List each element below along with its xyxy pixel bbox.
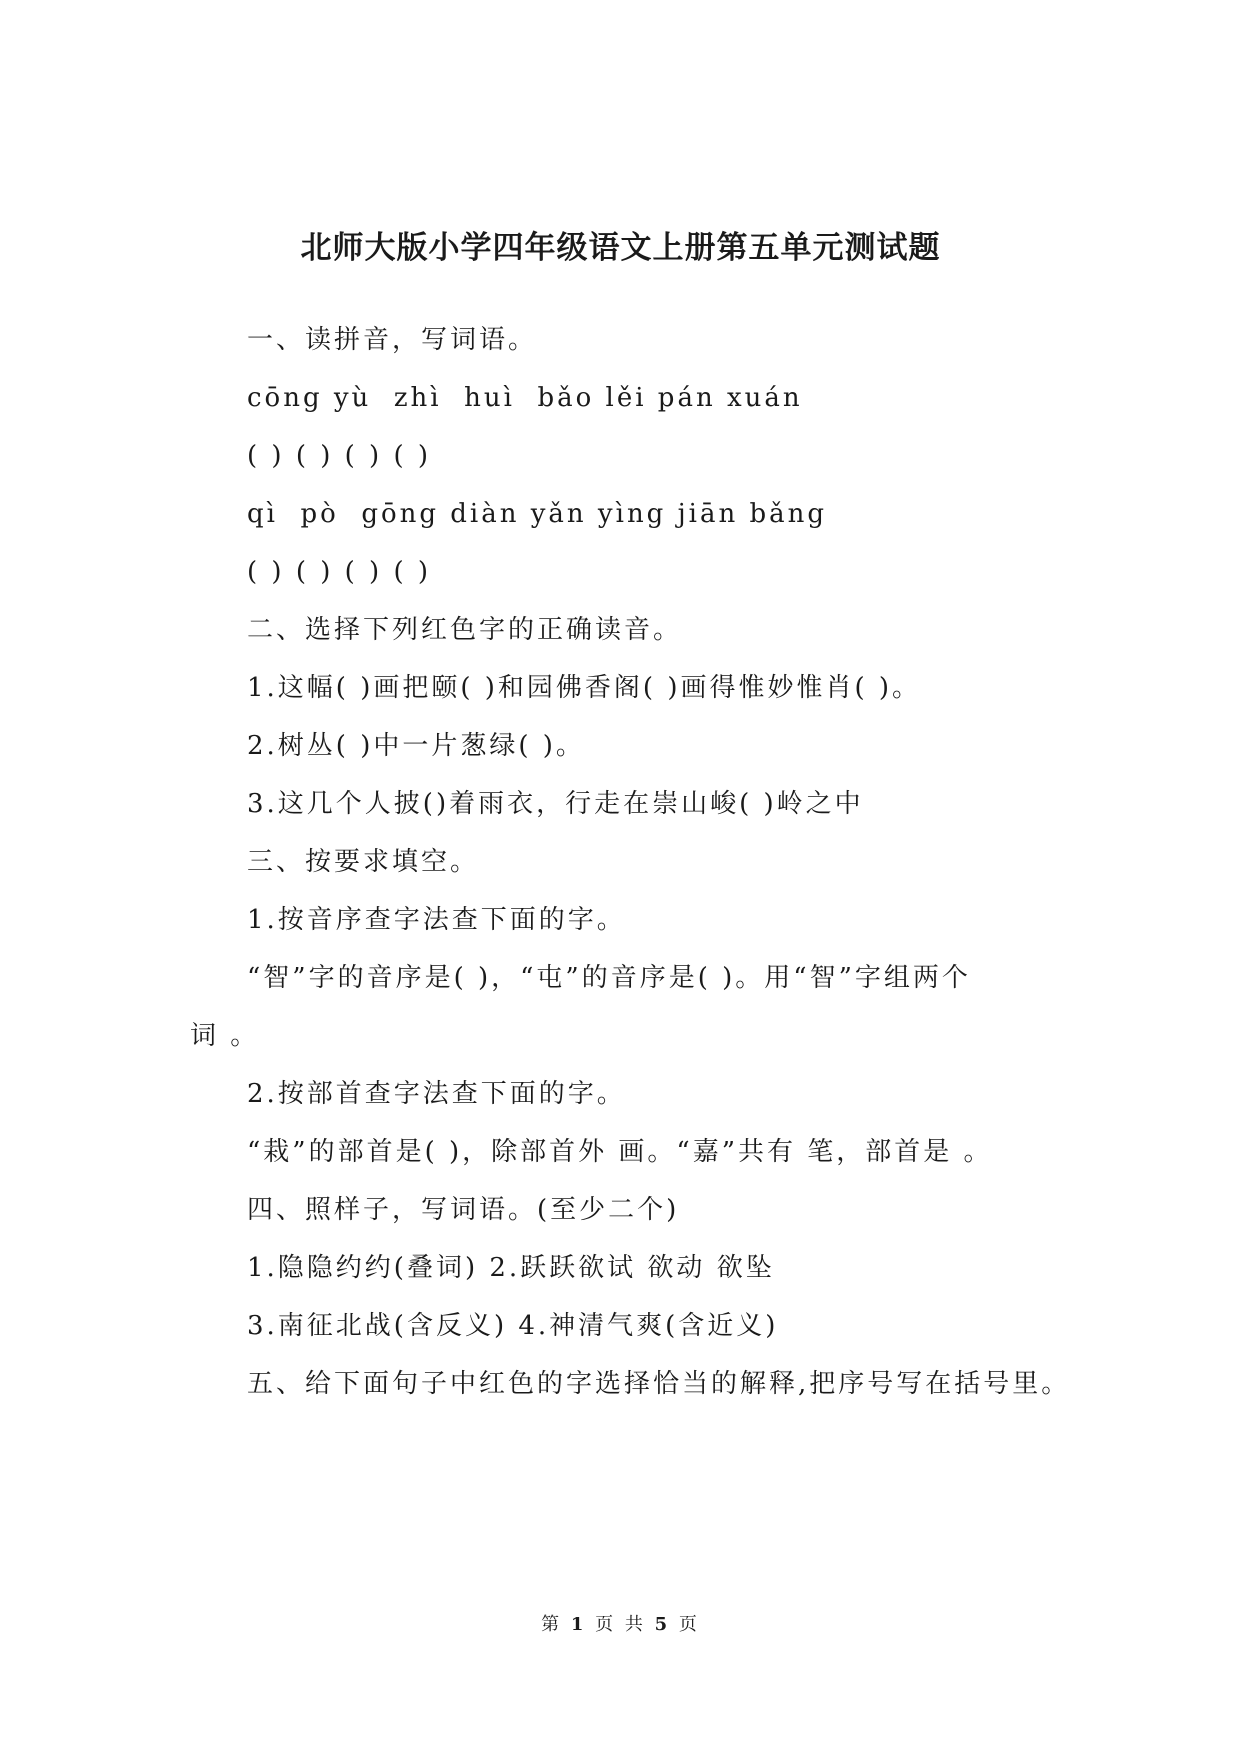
blank-line-1: ( ) ( ) ( ) ( ): [247, 441, 432, 471]
footer-page-number: 1: [570, 1614, 587, 1635]
question-line: 3.南征北战(含反义) 4.神清气爽(含近义): [247, 1311, 779, 1341]
question-line: 3.这几个人披()着雨衣，行走在崇山峻( )岭之中: [247, 789, 864, 819]
section-heading-4: 四、照样子，写词语。(至少二个): [247, 1195, 680, 1225]
pinyin-line-2: qì pò gōng diàn yǎn yìng jiān bǎng: [247, 499, 828, 529]
section-heading-3: 三、按要求填空。: [247, 847, 480, 877]
page-footer: [0, 1610, 1241, 1636]
question-line: 1.这幅( )画把颐( )和园佛香阁( )画得惟妙惟肖( )。: [247, 673, 922, 703]
question-line: 2.树丛( )中一片葱绿( )。: [247, 731, 585, 761]
section-heading-2: 二、选择下列红色字的正确读音。: [247, 615, 683, 645]
footer-prefix: 第: [541, 1614, 563, 1635]
footer-suffix: 页: [678, 1614, 700, 1635]
question-line-continued: 词 。: [190, 1021, 260, 1051]
question-line: “栽”的部首是( )，除部首外 画。“嘉”共有 笔，部首是 。: [247, 1137, 993, 1167]
section-heading-5: 五、给下面句子中红色的字选择恰当的解释,把序号写在括号里。: [247, 1369, 1071, 1399]
pinyin-line-1: cōng yù zhì huì bǎo lěi pán xuán: [247, 383, 803, 413]
page-title: 北师大版小学四年级语文上册第五单元测试题: [300, 230, 941, 266]
blank-line-2: ( ) ( ) ( ) ( ): [247, 557, 432, 587]
question-line: 1.按音序查字法查下面的字。: [247, 905, 626, 935]
question-line: 2.按部首查字法查下面的字。: [247, 1079, 626, 1109]
question-line: “智”字的音序是( )，“屯”的音序是( )。用“智”字组两个: [247, 963, 971, 993]
question-line: 1.隐隐约约(叠词) 2.跃跃欲试 欲动 欲坠: [247, 1253, 775, 1283]
footer-total-pages: 5: [654, 1614, 671, 1635]
footer-middle: 页 共: [595, 1614, 646, 1635]
section-heading-1: 一、读拼音，写词语。: [247, 325, 538, 355]
